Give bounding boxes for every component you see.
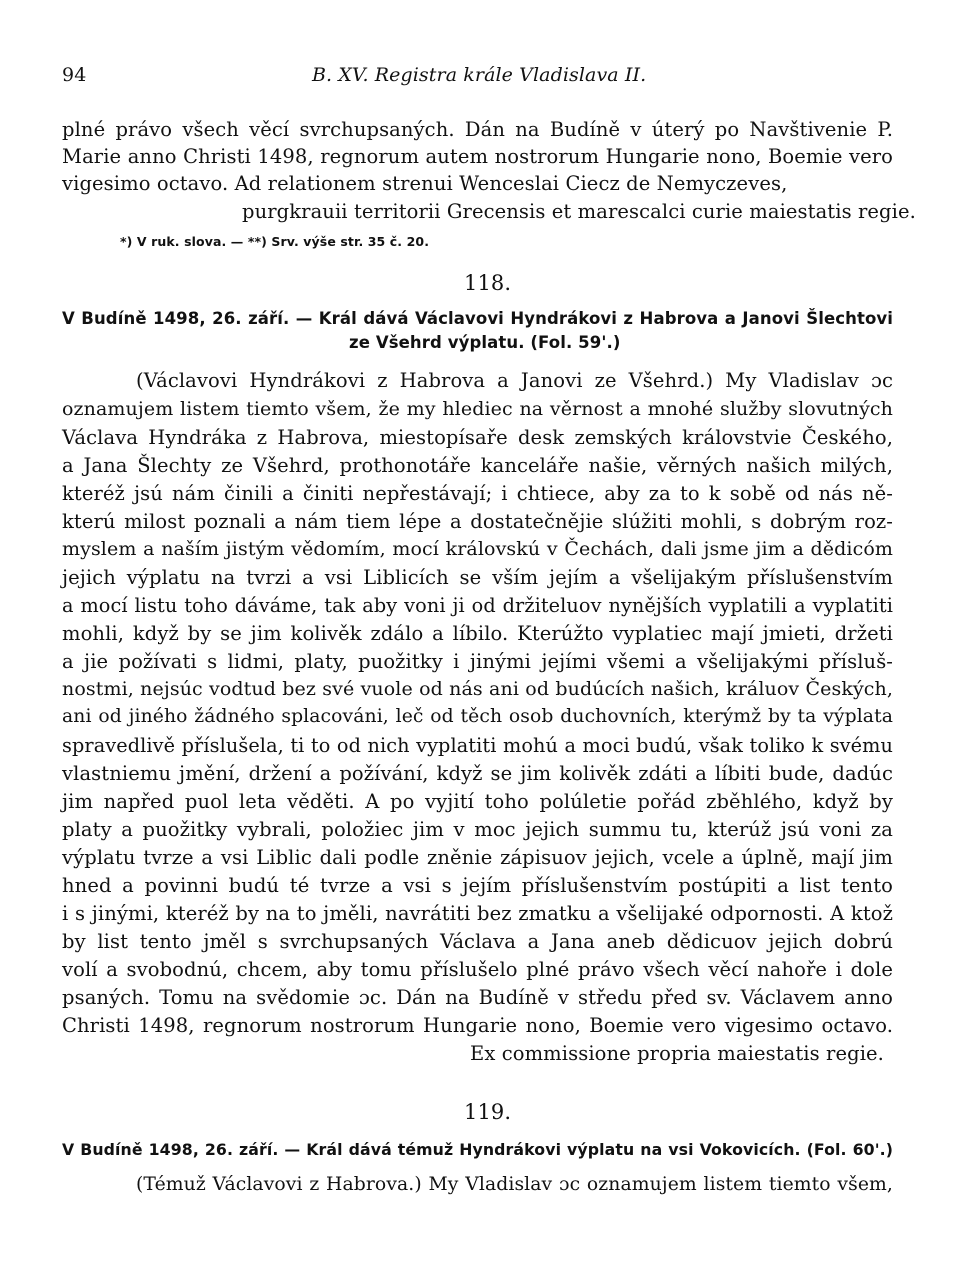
text-line: vlastniemu jmění, držení a požívání, když se jim kolivěk zdáti a líbiti bude, dadúc [62,762,893,785]
text-line: jejich výplatu na tvrzi a vsi Liblicích se vším jejím a všelijakým příslušenstvím [62,566,893,589]
text-line: spravedlivě příslušela, ti to od nich vyplatiti mohú a moci budú, však toliko k svému [62,734,893,757]
text-line: (Václavovi Hyndrákovi z Habrova a Janovi ze Všehrd.) My Vladislav ɔc [136,369,893,392]
regest-line: V Budíně 1498, 26. září. — Král dává témuž Hyndrákovi výplatu na vsi Vokovicích. (Fol. 60'.) [62,1140,893,1159]
text-line: Marie anno Christi 1498, regnorum autem nostrorum Hungarie nono, Boemie vero [62,145,893,168]
text-line: plné právo všech věcí svrchupsaných. Dán na Budíně v úterý po Navštivenie P. [62,118,893,141]
closing-formula: Ex commissione propria maiestatis regie. [470,1042,884,1065]
text-line: by list tento jměl s svrchupsaných Václava a Jana aneb dědicuov jejich dobrú [62,930,893,953]
text-line: nostmi, nejsúc vodtud bez své vuole od nás ani od budúcích našich, králuov Českých, [62,678,893,700]
running-title: B. XV. Registra krále Vladislava II. [312,64,647,86]
text-line: kterú milost poznali a nám tiem lépe a dostatečnějie slúžiti mohli, s dobrým roz- [62,510,893,533]
text-line: hned a povinni budú té tvrze a vsi s jejím příslušenstvím postúpiti a list tento [62,874,893,897]
text-line: i s jinými, kteréž by na to jměli, navrátiti bez zmatku a všelijaké odpornosti. A ktož [62,902,893,925]
text-line: myslem a naším jistým vědomím, mocí královskú v Čechách, dali jsme jim a dědicóm [62,538,893,560]
text-line: oznamujem listem tiemto všem, že my hlediec na věrnost a mnohé služby slovutných [62,398,893,420]
page-number: 94 [62,64,87,86]
text-line: Václava Hyndráka z Habrova, miestopísaře desk zemských královstvie Českého, [62,426,893,449]
text-line: platy a puožitky vybrali, položiec jim v moc jejich summu tu, kterúž jsú voni za [62,818,893,841]
regest-line: ze Všehrd výplatu. (Fol. 59'.) [349,333,621,352]
text-line: (Témuž Václavovi z Habrova.) My Vladislav ɔc oznamujem listem tiemto všem, [136,1174,893,1195]
text-line: vigesimo octavo. Ad relationem strenui Wenceslai Ciecz de Nemyczeves, [62,172,788,195]
text-line: a mocí listu toho dáváme, tak aby voni ji od držiteluov nynějších vyplatili a vyplatiti [62,594,893,617]
text-line: psaných. Tomu na svědomie ɔc. Dán na Budíně v středu před sv. Václavem anno [62,986,893,1009]
document-number: 118. [464,271,512,295]
text-line: volí a svobodnú, chcem, aby tomu příslušelo plné právo všech věcí nahoře i dole [62,958,893,981]
text-line: jim napřed puol leta věděti. A po vyjití toho polúletie pořád zběhlého, když by [62,790,893,813]
text-line: purgkrauii territorii Grecensis et marescalci curie maiestatis regie. [242,200,916,223]
text-line: a jie požívati s lidmi, platy, puožitky i jinými jejími všemi a všelijakými přísluš- [62,650,893,673]
document-number: 119. [464,1100,512,1124]
text-line: ani od jiného žádného splacováni, leč od těch osob duchovních, kterýmž by ta výplata [62,706,893,727]
regest-line: V Budíně 1498, 26. září. — Král dává Václavovi Hyndrákovi z Habrova a Janovi Šlechtovi [62,309,893,328]
text-line: Christi 1498, regnorum nostrorum Hungarie nono, Boemie vero vigesimo octavo. [62,1014,893,1037]
text-line: a Jana Šlechty ze Všehrd, prothonotáře kanceláře našie, věrných našich milých, [62,454,893,477]
text-line: kteréž jsú nám činili a činiti nepřestávají; i chtiece, aby za to k sobě od nás ně- [62,482,893,505]
footnote: *) V ruk. slova. — **) Srv. výše str. 35 č. 20. [120,234,430,249]
text-line: mohli, když by se jim kolivěk zdálo a líbilo. Kterúžto vyplatiec mají jmieti, držeti [62,622,893,645]
text-line: výplatu tvrze a vsi Liblic dali podle zněnie zápisuov jejich, vcele a úplně, mají jim [62,846,893,869]
